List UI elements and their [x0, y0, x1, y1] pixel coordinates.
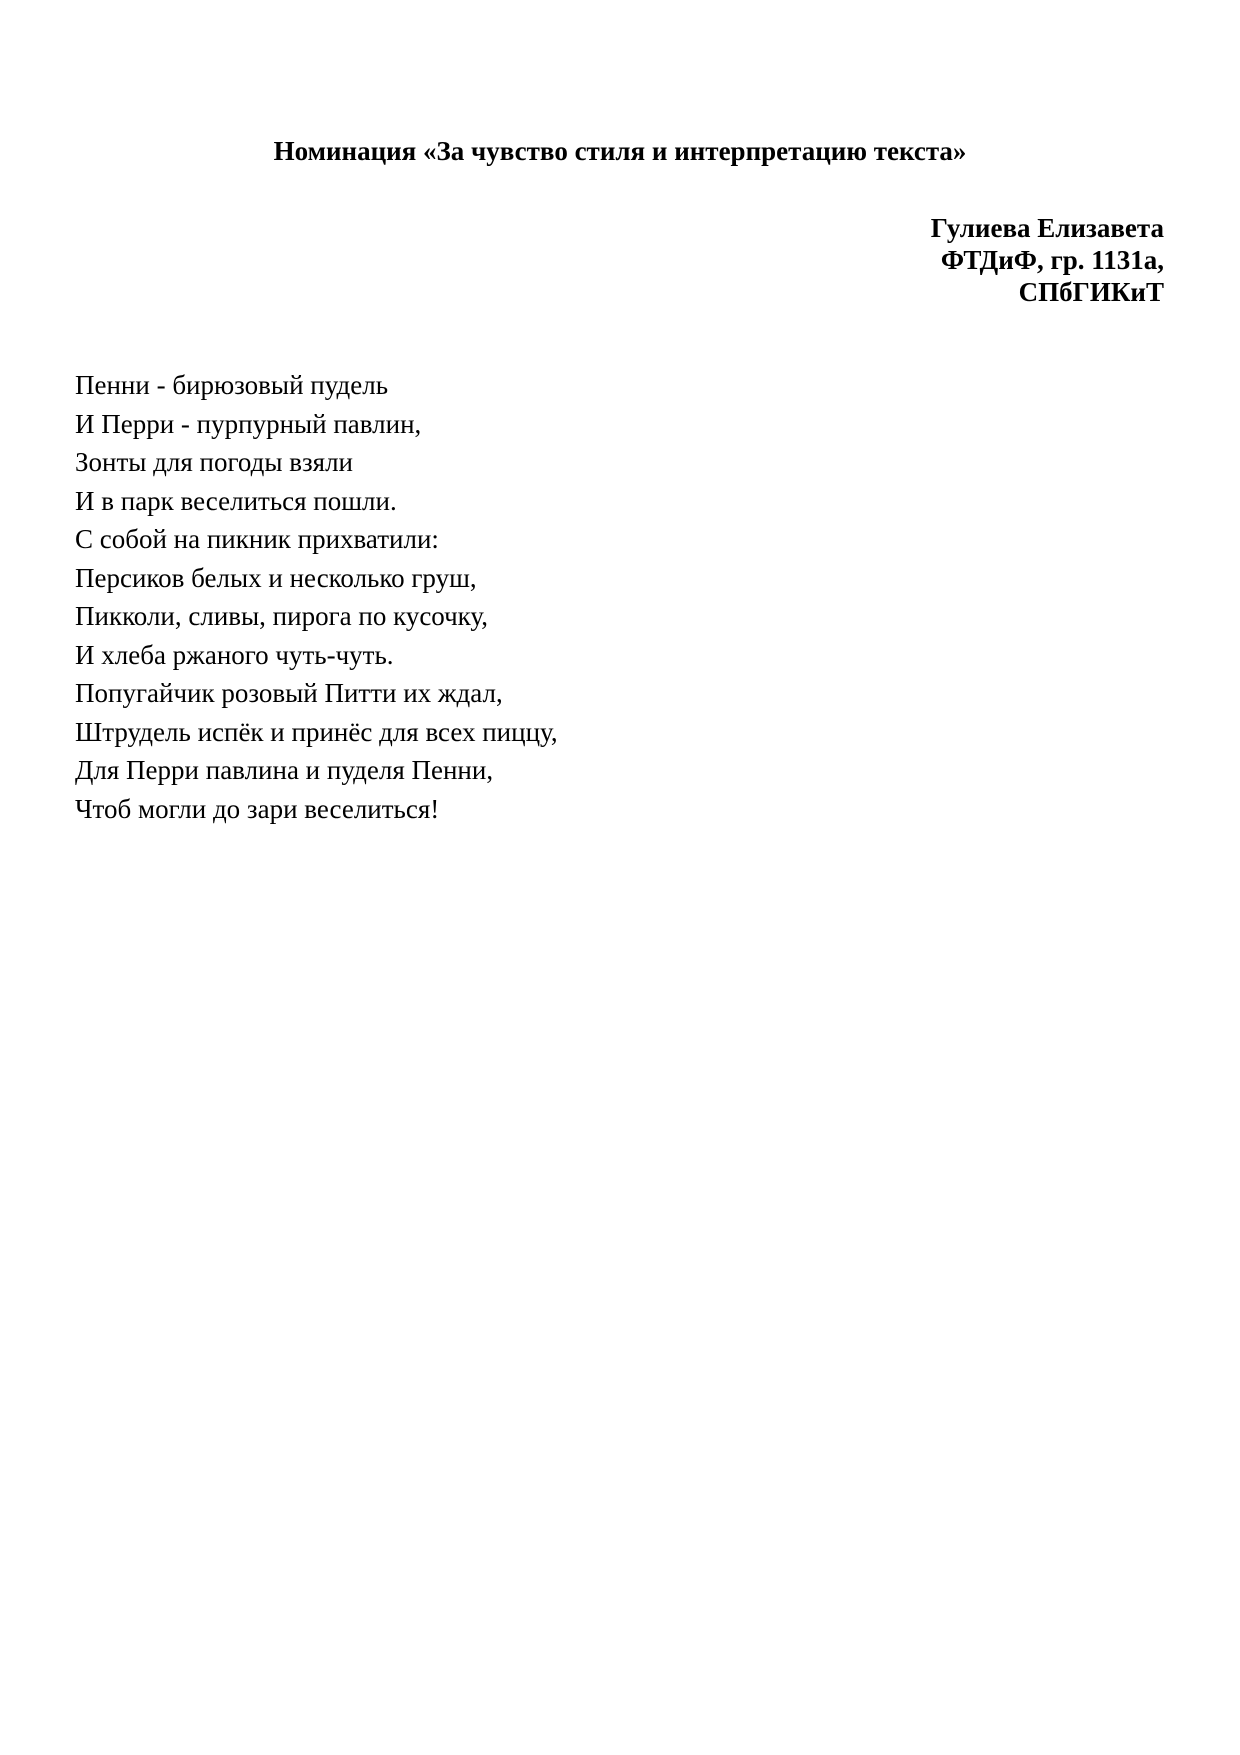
- poem-line: И хлеба ржаного чуть-чуть.: [75, 639, 394, 670]
- poem-line: Персиков белых и несколько груш,: [75, 562, 477, 593]
- author-group: ФТДиФ, гр. 1131а,: [940, 245, 1164, 275]
- poem-line: Штрудель испёк и принёс для всех пиццу,: [75, 716, 558, 747]
- poem-line: И в парк веселиться пошли.: [75, 485, 397, 516]
- author-block: [931, 212, 1164, 308]
- author-institution: СПбГИКиТ: [1018, 277, 1164, 307]
- poem-text: [75, 366, 558, 828]
- nomination-title: Номинация «За чувство стиля и интерпретацию текста»: [273, 136, 967, 166]
- author-name: Гулиева Елизавета: [930, 213, 1164, 243]
- poem-line: Для Перри павлина и пуделя Пенни,: [75, 755, 494, 785]
- poem-line: И Перри - пурпурный павлин,: [75, 408, 422, 439]
- poem-line: С собой на пикник прихватили:: [75, 524, 439, 554]
- poem-line: Пикколи, сливы, пирога по кусочку,: [75, 601, 488, 631]
- poem-line: Пенни - бирюзовый пудель: [75, 370, 389, 400]
- poem-line: Зонты для погоды взяли: [75, 447, 354, 477]
- poem-line: Чтоб могли до зари веселиться!: [75, 793, 440, 824]
- poem-line: Попугайчик розовый Питти их ждал,: [75, 678, 503, 708]
